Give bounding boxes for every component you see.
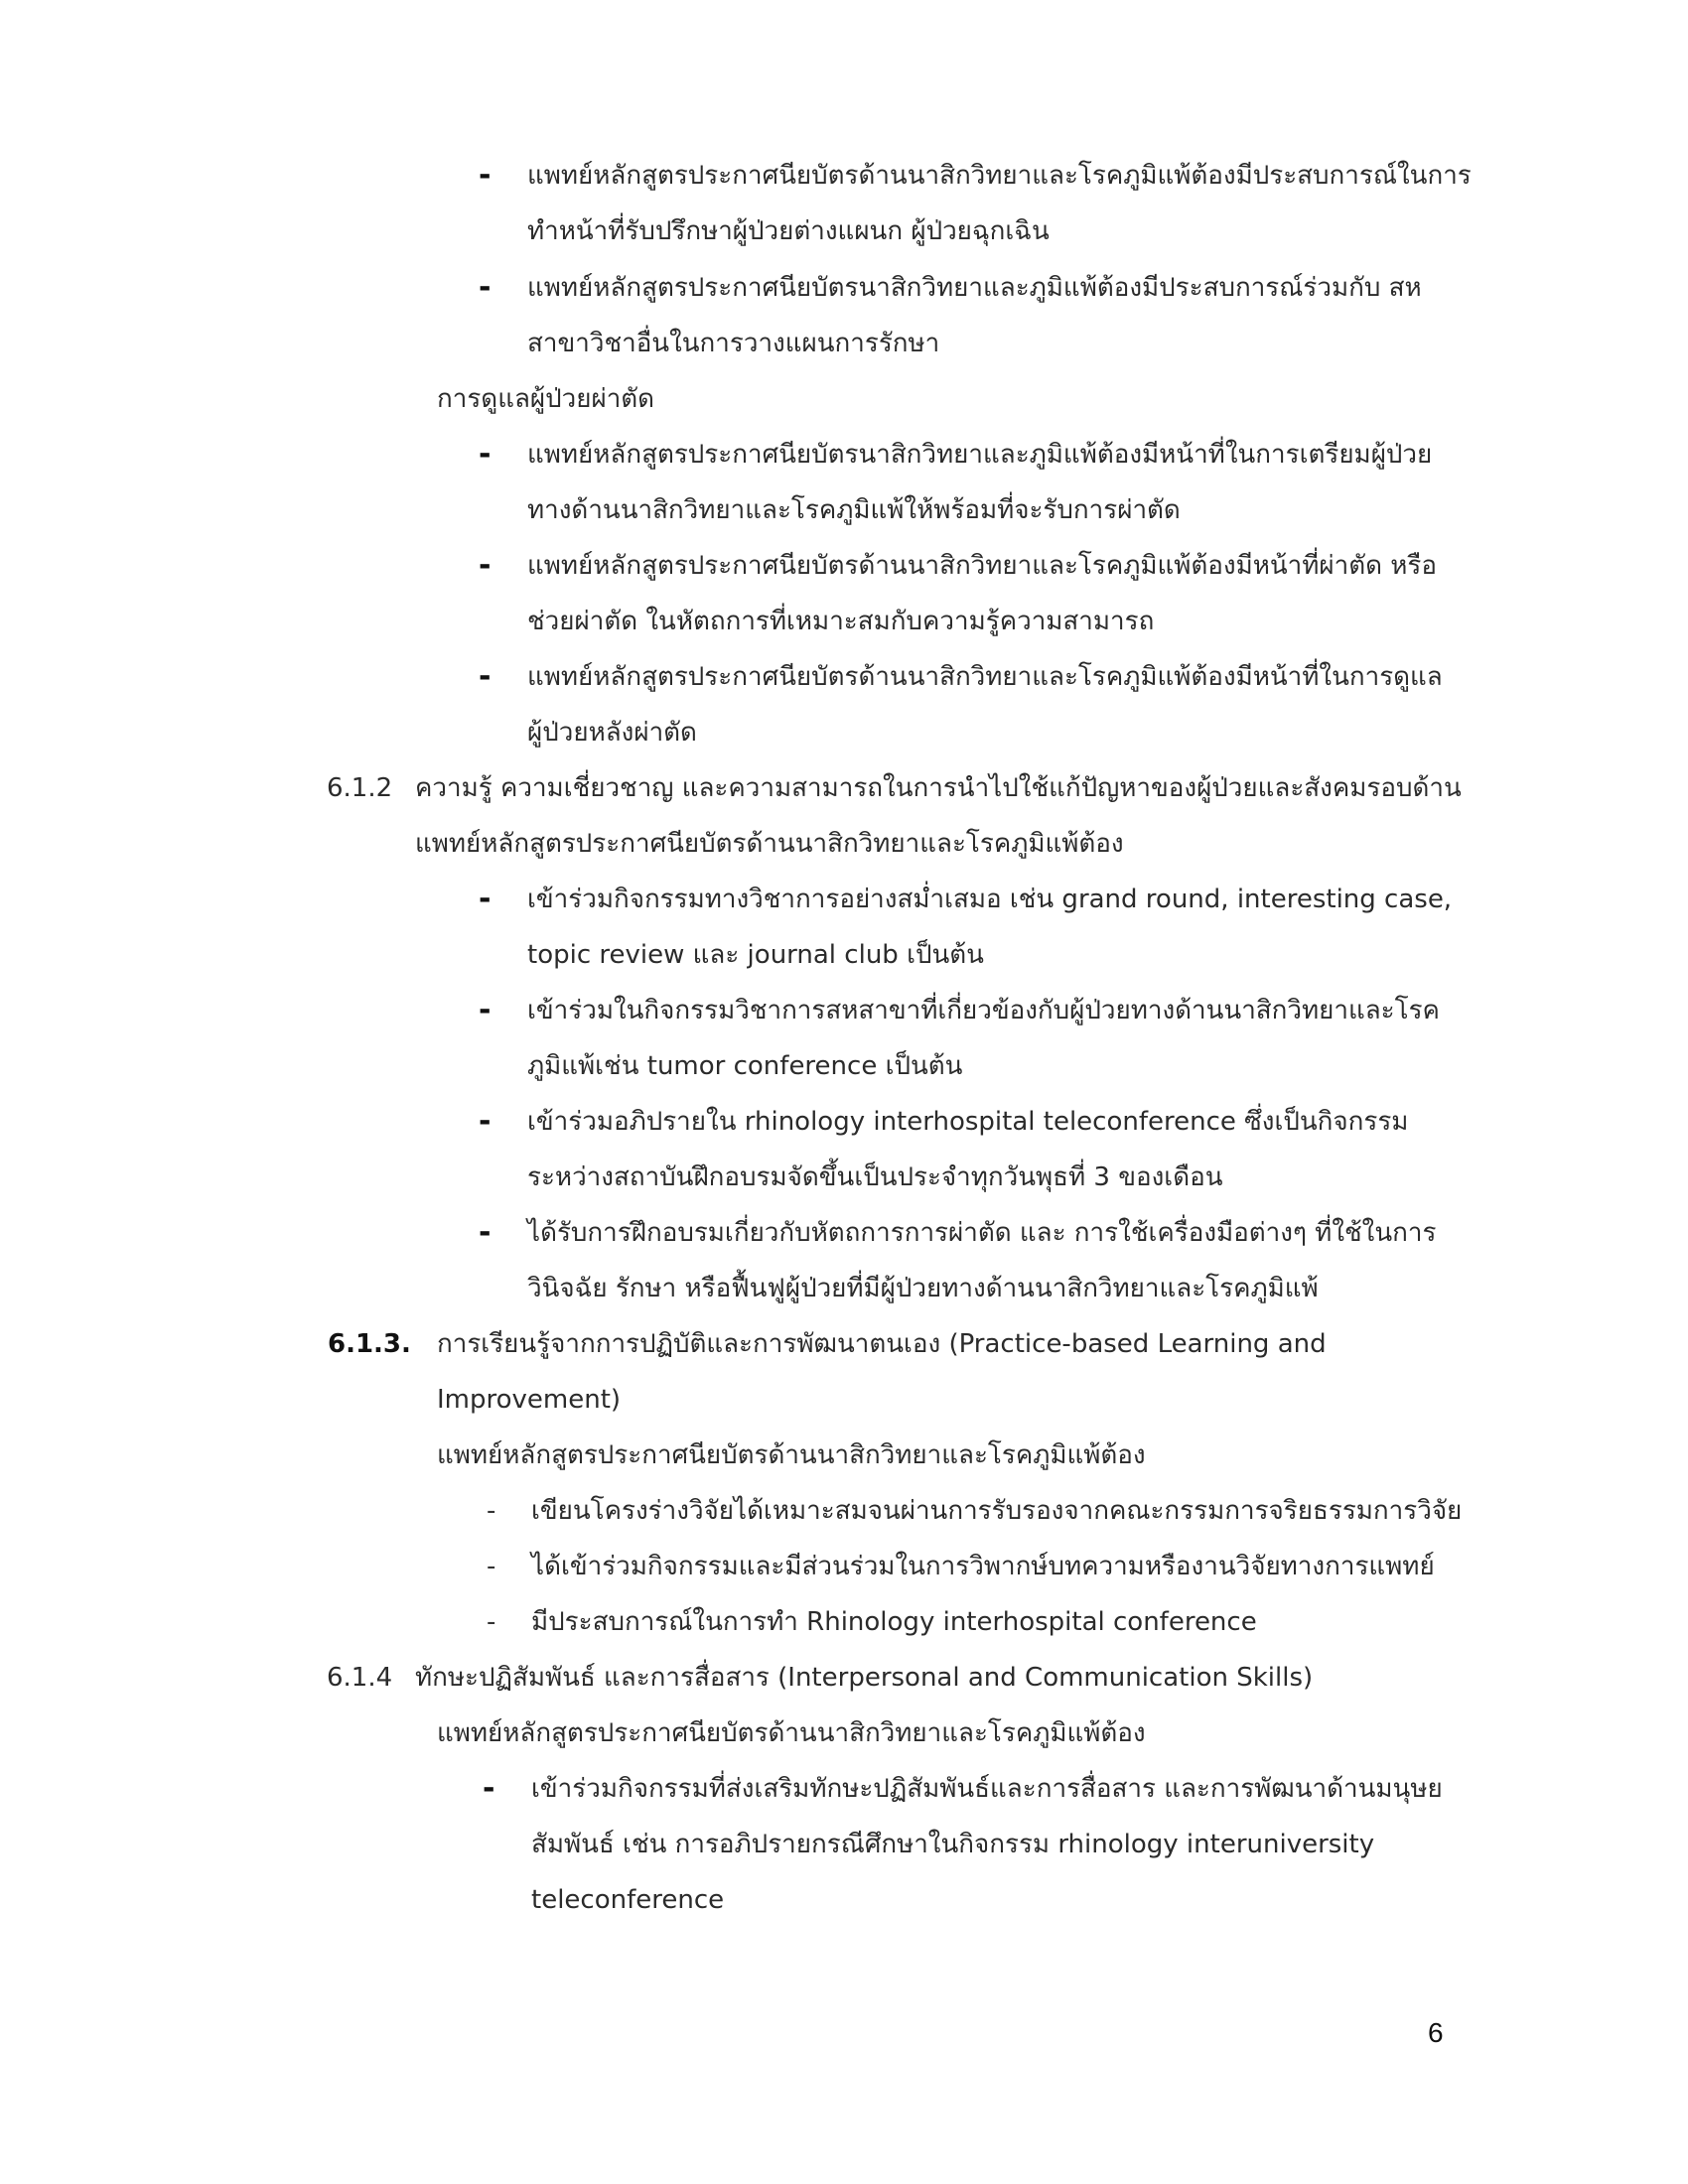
bullet-text: ได้เข้าร่วมกิจกรรมและมีส่วนร่วมในการวิพากษ์บทความหรืองานวิจัยทางการแพทย์: [531, 1552, 1435, 1581]
bullet-text: เข้าร่วมอภิปรายใน rhinology interhospital teleconference ซึ่งเป็นกิจกรรม: [527, 1107, 1409, 1137]
bullet-text: แพทย์หลักสูตรประกาศนียบัตรด้านนาสิกวิทยาและโรคภูมิแพ้ต้องมีหน้าที่ในการดูแล: [527, 662, 1443, 692]
bullet-text: เขียนโครงร่างวิจัยได้เหมาะสมจนผ่านการรับรองจากคณะกรรมการจริยธรรมการวิจัย: [531, 1496, 1463, 1526]
bullet-text: มีประสบการณ์ในการทำ Rhinology interhospital conference: [531, 1607, 1257, 1637]
subsection-heading: การดูแลผู้ป่วยผ่าตัด: [437, 384, 655, 414]
section-title: ทักษะปฏิสัมพันธ์ และการสื่อสาร (Interpersonal and Communication Skills): [415, 1663, 1314, 1693]
bullet-dash: -: [479, 437, 492, 472]
bullet-dash: -: [479, 1104, 492, 1139]
bullet-text: ทางด้านนาสิกวิทยาและโรคภูมิแพ้ให้พร้อมที่จะรับการผ่าตัด: [527, 495, 1181, 525]
bullet-dash: -: [479, 548, 492, 583]
bullet-text: แพทย์หลักสูตรประกาศนียบัตรนาสิกวิทยาและภูมิแพ้ต้องมีประสบการณ์ร่วมกับ สห: [527, 273, 1422, 303]
bullet-text: แพทย์หลักสูตรประกาศนียบัตรนาสิกวิทยาและภูมิแพ้ต้องมีหน้าที่ในการเตรียมผู้ป่วย: [527, 440, 1433, 470]
bullet-text: แพทย์หลักสูตรประกาศนียบัตรด้านนาสิกวิทยาและโรคภูมิแพ้ต้องมีประสบการณ์ในการ: [527, 161, 1472, 191]
bullet-text: ได้รับการฝึกอบรมเกี่ยวกับหัตถการการผ่าตัด และ การใช้เครื่องมือต่างๆ ที่ใช้ในการ: [527, 1218, 1437, 1248]
bullet-text: topic review และ journal club เป็นต้น: [527, 940, 984, 970]
bullet-text: ทำหน้าที่รับปรึกษาผู้ป่วยต่างแผนก ผู้ป่วยฉุกเฉิน: [527, 216, 1050, 246]
section-number: 6.1.4: [327, 1663, 393, 1693]
bullet-text: วินิจฉัย รักษา หรือฟื้นฟูผู้ป่วยที่มีผู้ป่วยทางด้านนาสิกวิทยาและโรคภูมิแพ้: [527, 1274, 1319, 1303]
bullet-dash: -: [483, 1771, 495, 1806]
bullet-text: แพทย์หลักสูตรประกาศนียบัตรด้านนาสิกวิทยาและโรคภูมิแพ้ต้องมีหน้าที่ผ่าตัด หรือ: [527, 551, 1437, 581]
bullet-dash: -: [487, 1552, 496, 1581]
bullet-text: ช่วยผ่าตัด ในหัตถการที่เหมาะสมกับความรู้ความสามารถ: [527, 607, 1155, 636]
bullet-dash: -: [479, 1215, 492, 1250]
section-number: 6.1.2: [327, 773, 393, 803]
bullet-text: ภูมิแพ้เช่น tumor conference เป็นต้น: [527, 1051, 963, 1081]
bullet-dash: -: [479, 270, 492, 305]
bullet-text: เข้าร่วมในกิจกรรมวิชาการสหสาขาที่เกี่ยวข้องกับผู้ป่วยทางด้านนาสิกวิทยาและโรค: [527, 996, 1440, 1025]
bullet-text: สัมพันธ์ เช่น การอภิปรายกรณีศึกษาในกิจกรรม rhinology interuniversity: [531, 1830, 1375, 1859]
bullet-dash: -: [487, 1607, 496, 1637]
section-title: ความรู้ ความเชี่ยวชาญ และความสามารถในการนำไปใช้แก้ปัญหาของผู้ป่วยและสังคมรอบด้าน: [415, 773, 1462, 803]
section-title-cont: Improvement): [437, 1385, 622, 1415]
bullet-dash: -: [479, 993, 492, 1027]
section-intro: แพทย์หลักสูตรประกาศนียบัตรด้านนาสิกวิทยาและโรคภูมิแพ้ต้อง: [437, 1718, 1146, 1748]
bullet-dash: -: [487, 1496, 496, 1526]
bullet-text: สาขาวิชาอื่นในการวางแผนการรักษา: [527, 329, 940, 358]
section-intro: แพทย์หลักสูตรประกาศนียบัตรด้านนาสิกวิทยาและโรคภูมิแพ้ต้อง: [415, 829, 1124, 859]
bullet-dash: -: [479, 659, 492, 694]
section-number: 6.1.3.: [328, 1329, 411, 1359]
bullet-dash: -: [479, 882, 492, 916]
bullet-dash: -: [479, 158, 492, 193]
bullet-text: เข้าร่วมกิจกรรมที่ส่งเสริมทักษะปฏิสัมพันธ์และการสื่อสาร และการพัฒนาด้านมนุษย: [531, 1774, 1443, 1804]
bullet-text: ระหว่างสถาบันฝึกอบรมจัดขึ้นเป็นประจำทุกวันพุธที่ 3 ของเดือน: [527, 1162, 1223, 1192]
section-intro: แพทย์หลักสูตรประกาศนียบัตรด้านนาสิกวิทยาและโรคภูมิแพ้ต้อง: [437, 1440, 1146, 1470]
bullet-text: ผู้ป่วยหลังผ่าตัด: [527, 718, 697, 748]
bullet-text: เข้าร่วมกิจกรรมทางวิชาการอย่างสม่ำเสมอ เช่น grand round, interesting case,: [527, 885, 1453, 914]
section-title: การเรียนรู้จากการปฏิบัติและการพัฒนาตนเอง (Practice-based Learning and: [437, 1329, 1327, 1359]
bullet-text: teleconference: [531, 1885, 725, 1915]
page-number: 6: [1428, 2017, 1444, 2048]
